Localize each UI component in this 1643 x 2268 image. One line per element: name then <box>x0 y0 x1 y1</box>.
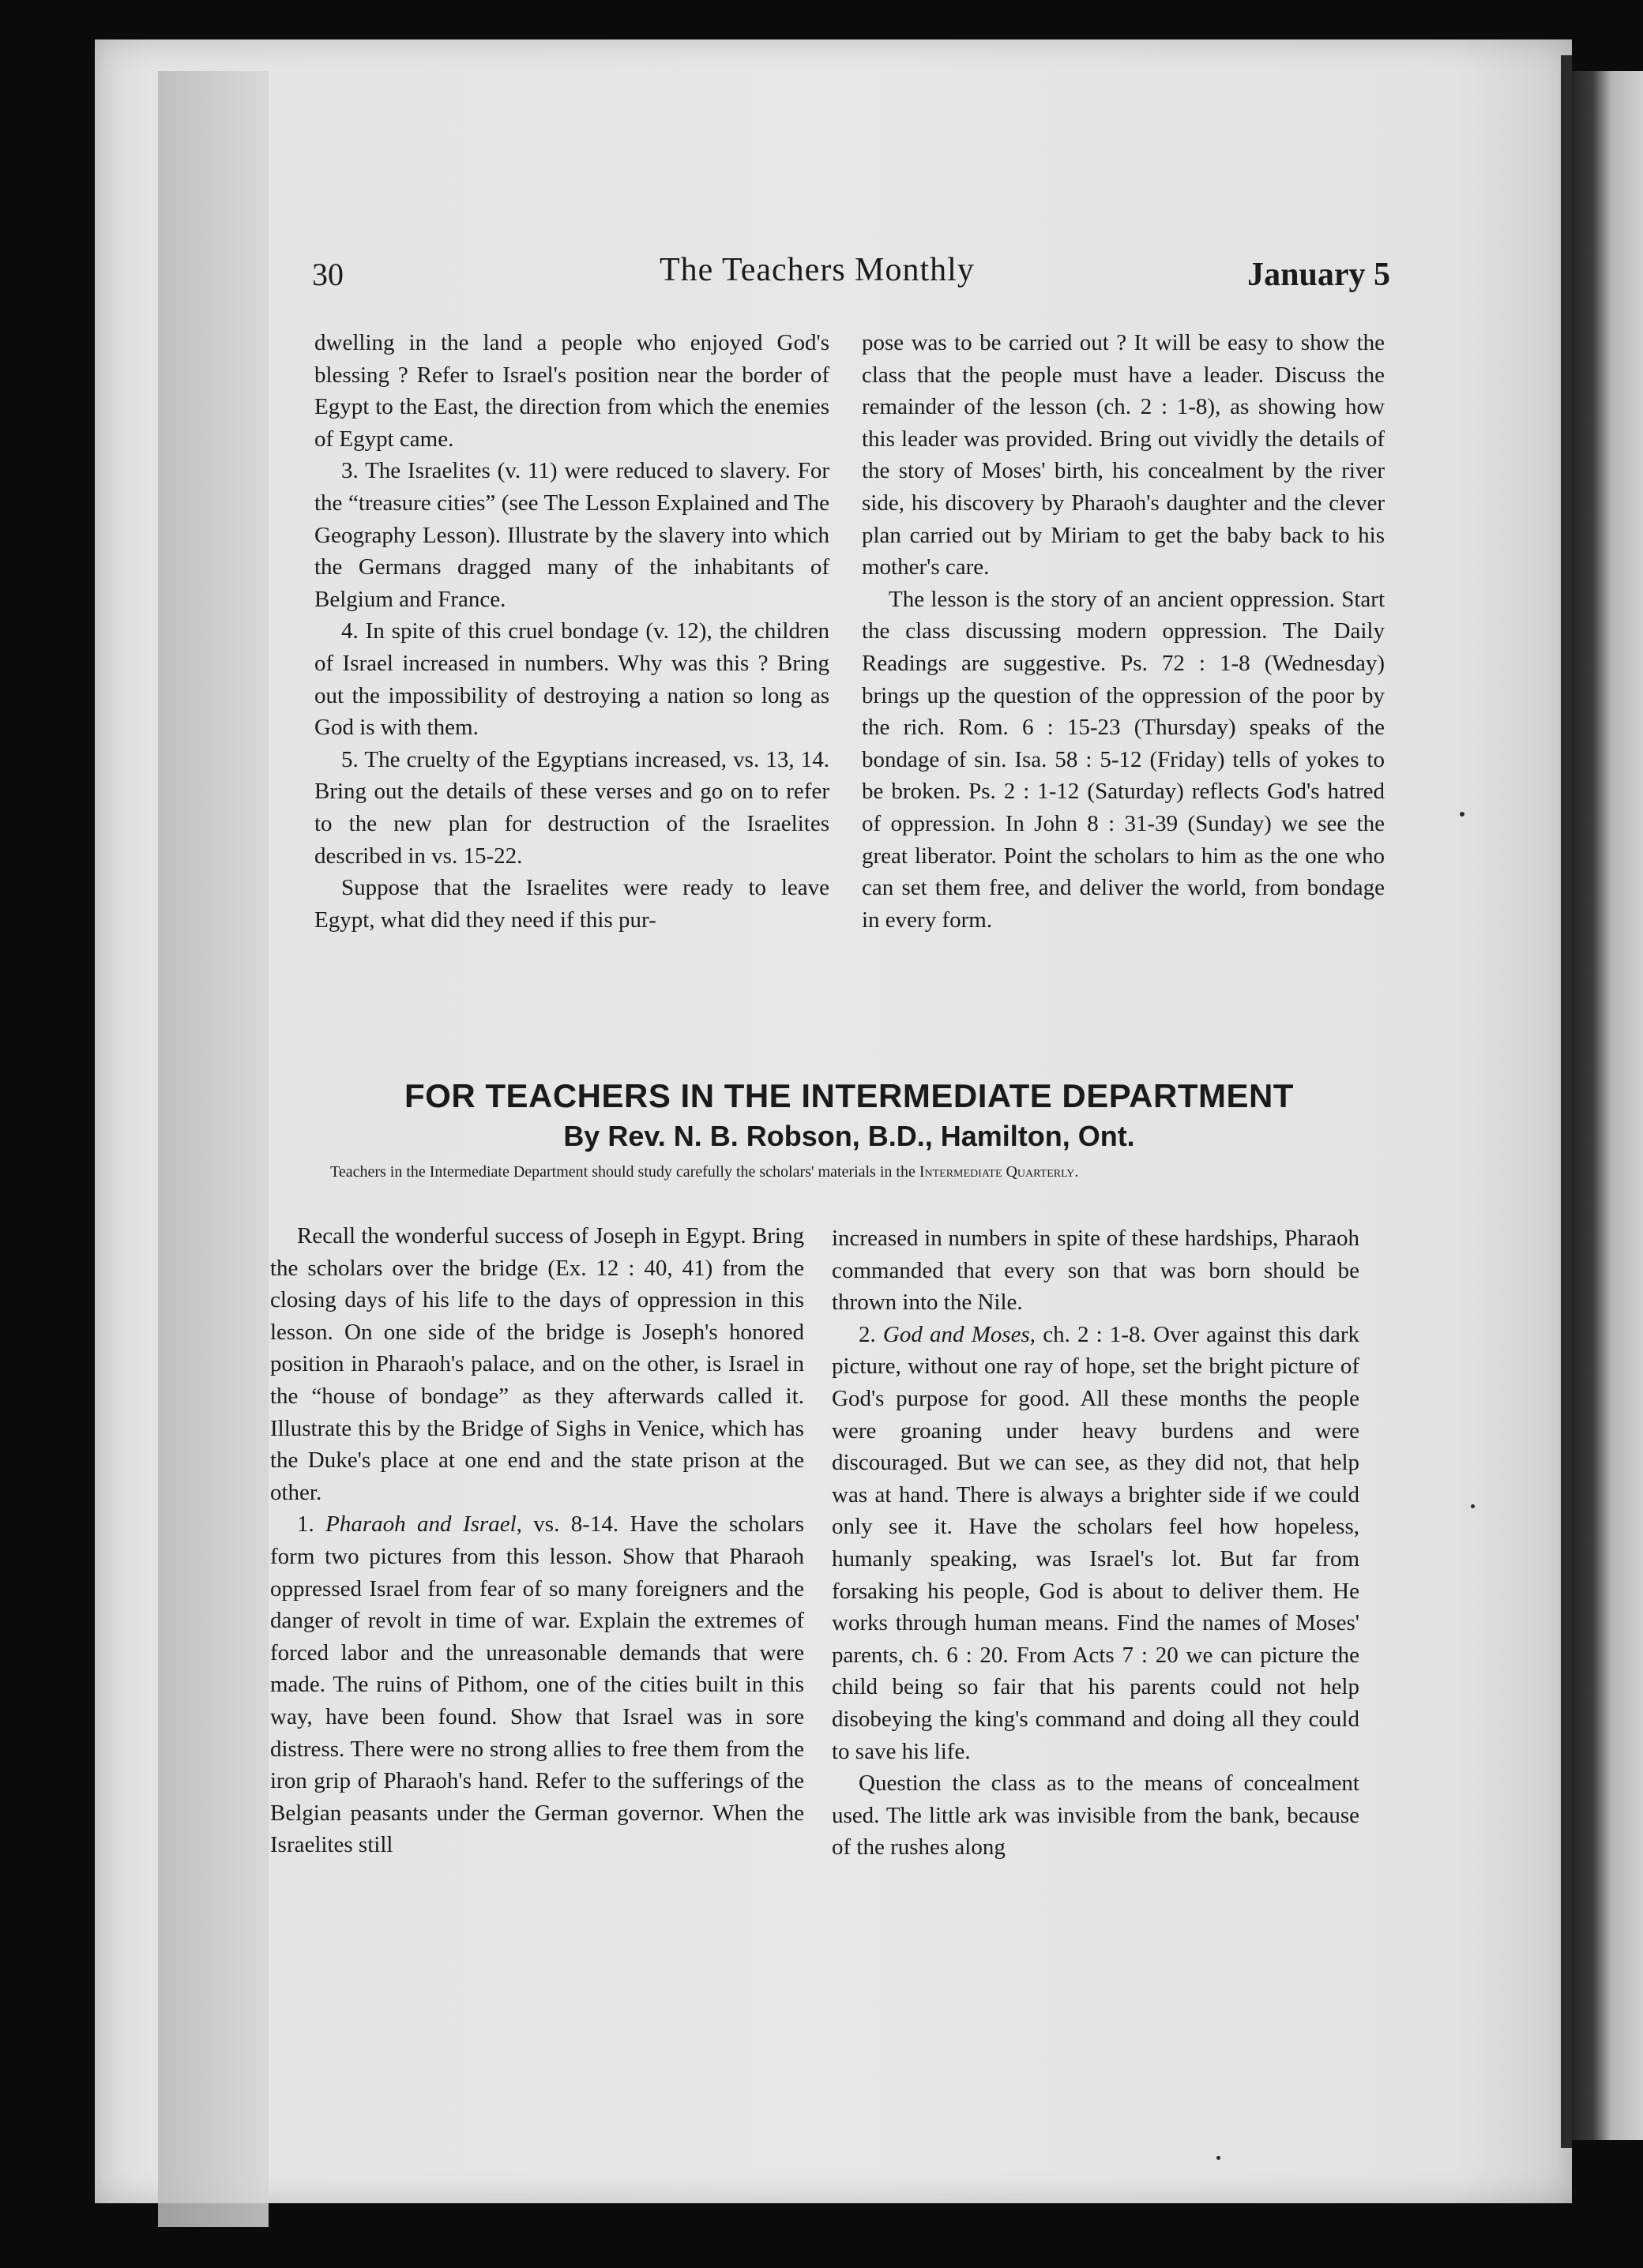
paragraph: 5. The cruelty of the Egyptians increased, vs. 13, 14. Bring out the details of these verses and go on to refer to the new plan for destruction of the Israelites described in vs. 15-22. <box>314 746 829 869</box>
paragraph: Question the class as to the means of concealment used. The little ark was invisible from the bank, because of the rushes along <box>832 1770 1359 1861</box>
point-title: Pharaoh and Israel, <box>325 1511 522 1538</box>
page-margin-shade <box>158 71 269 2227</box>
text-column-bottom-right <box>832 1222 1359 1864</box>
point-title: God and Moses, <box>882 1321 1036 1347</box>
paragraph: Recall the wonderful success of Joseph in Egypt. Bring the scholars over the bridge (Ex. 12 : 40, 41) from the closing days of his life to the days of oppression in this lesson. On one side of the bridge is Joseph's honored position in Pharaoh's palace, and on the other, is Israel in the “house of bondage” as they afterwards called it. Illustrate this by the Bridge of Sighs in Venice, which has the Duke's place at one end and the state prison at the other. <box>270 1223 804 1505</box>
running-head <box>312 251 1390 299</box>
point-text: ch. 2 : 1-8. Over against this dark picture, without one ray of hope, set the bright picture of God's purpose for good. All these months the people were groaning under heavy burdens and were discouraged. But we can see, as they did not, that help was at hand. There is always a brighter side if we could only see it. Have the scholars feel how hopeless, humanly speaking, was Israel's lot. But far from forsaking his people, God is about to deliver them. He works through human means. Find the names of Moses' parents, ch. 6 : 20. From Acts 7 : 20 we can picture the child being so fair that his parents could not help disobeying the king's command and doing all they could to save his life. <box>832 1321 1360 1764</box>
dust-speck <box>1216 2156 1220 2160</box>
paragraph: pose was to be carried out ? It will be easy to show the class that the people must have a leader. Discuss the remainder of the lesson (ch. 2 : 1-8), as showing how this leader was provided. Bring out vividly the details of the story of Moses' birth, his concealment by the river side, his discovery by Pharaoh's daughter and the clever plan carried out by Miriam to get the baby back to his mother's care. <box>862 330 1385 580</box>
text-column-top-right <box>862 327 1385 936</box>
paragraph: increased in numbers in spite of these hardships, Pharaoh commanded that every son that was born should be thrown into the Nile. <box>832 1226 1359 1316</box>
paragraph: The lesson is the story of an ancient oppression. Start the class discussing modern oppression. The Daily Readings are suggestive. Ps. 72 : 1-8 (Wednesday) brings up the question of the oppression of the poor by the rich. Rom. 6 : 15-23 (Thursday) speaks of the bondage of sin. Isa. 58 : 5-12 (Friday) tells of yokes to be broken. Ps. 2 : 1-12 (Saturday) reflects God's hatred of oppression. In John 8 : 31-39 (Sunday) we see the great liberator. Point the scholars to him as the one who can set them free, and deliver the world, from bondage in every form. <box>862 586 1385 933</box>
paragraph <box>832 1319 1359 1767</box>
dust-speck <box>1460 812 1464 817</box>
spine-shadow <box>1561 55 1572 2148</box>
paragraph: dwelling in the land a people who enjoyed God's blessing ? Refer to Israel's position near the border of Egypt to the East, the direction from which the enemies of Egypt came. <box>314 330 829 452</box>
text-column-top-left <box>314 327 829 936</box>
paragraph: 3. The Israelites (v. 11) were reduced to slavery. For the “treasure cities” (see The Lesson Explained and The Geography Lesson). Illustrate by the slavery into which the Germans dragged many of the inhabitants of Belgium and France. <box>314 458 829 612</box>
point-number: 2. <box>859 1321 876 1347</box>
note-quarterly: Intermediate Quarterly. <box>919 1163 1079 1181</box>
facing-page-edge <box>1572 71 1643 2140</box>
page-number: 30 <box>312 257 344 292</box>
issue-date: January 5 <box>1247 257 1390 293</box>
section-heading: FOR TEACHERS IN THE INTERMEDIATE DEPARTMENT <box>404 1077 1294 1114</box>
journal-title: The Teachers Monthly <box>660 252 975 288</box>
dust-speck <box>1471 1504 1475 1508</box>
author-byline: By Rev. N. B. Robson, B.D., Hamilton, Ont. <box>563 1120 1135 1152</box>
point-text: vs. 8-14. Have the scholars form two pictures from this lesson. Show that Pharaoh oppressed Israel from fear of so many foreigners and the danger of revolt in time of war. Explain the extremes of forced labor and the unreasonable demands that were made. The ruins of Pithom, one of the cities built in this way, have been found. Show that Israel was in sore distress. There were no strong allies to free them from the iron grip of Pharaoh's hand. Refer to the sufferings of the Belgian peasants under the German governor. When the Israelites still <box>270 1511 804 1858</box>
note-text: Teachers in the Intermediate Department should study carefully the scholars' materials in the <box>330 1163 915 1181</box>
paragraph: 4. In spite of this cruel bondage (v. 12), the children of Israel increased in numbers. Why was this ? Bring out the impossibility of destroying a nation so long as God is with them. <box>314 618 829 741</box>
point-number: 1. <box>297 1511 314 1538</box>
section-note <box>291 1162 1374 1181</box>
paragraph <box>270 1508 804 1861</box>
text-column-bottom-left <box>270 1220 804 1861</box>
paragraph: Suppose that the Israelites were ready to leave Egypt, what did they need if this pur- <box>314 875 829 933</box>
